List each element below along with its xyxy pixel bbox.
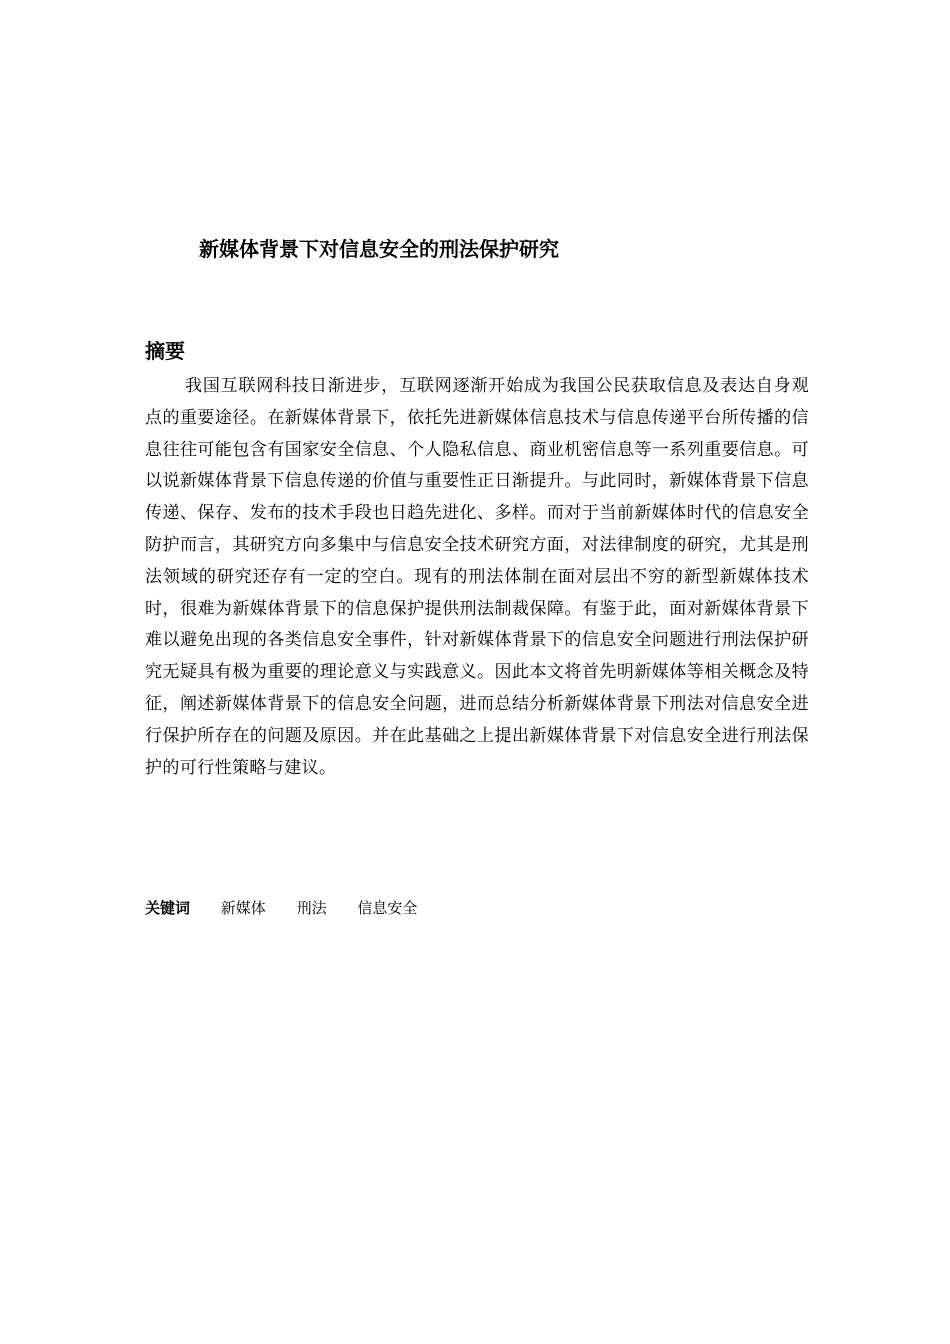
- document-title: 新媒体背景下对信息安全的刑法保护研究: [199, 237, 559, 261]
- keyword-item: 信息安全: [357, 899, 418, 917]
- keyword-item: 新媒体: [220, 899, 266, 917]
- keyword-item: 刑法: [296, 899, 327, 917]
- keywords-label: 关键词: [145, 899, 191, 917]
- abstract-heading: 摘要: [145, 339, 185, 363]
- abstract-body: 我国互联网科技日渐进步，互联网逐渐开始成为我国公民获取信息及表达自身观点的重要途径。在新媒体背景下，依托先进新媒体信息技术与信息传递平台所传播的信息往往可能包含有国家安全信息、个人隐私信息、商业机密信息等一系列重要信息。可以说新媒体背景下信息传递的价值与重要性正日渐提升。与此同时，新媒体背景下信息传递、保存、发布的技术手段也日趋先进化、多样。而对于当前新媒体时代的信息安全防护而言，其研究方向多集中与信息安全技术研究方面，对法律制度的研究，尤其是刑法领域的研究还存有一定的空白。现有的刑法体制在面对层出不穷的新型新媒体技术时，很难为新媒体背景下的信息保护提供刑法制裁保障。有鉴于此，面对新媒体背景下难以避免出现的各类信息安全事件，针对新媒体背景下的信息安全问题进行刑法保护研究无疑具有极为重要的理论意义与实践意义。因此本文将首先明新媒体等相关概念及特征，阐述新媒体背景下的信息安全问题，进而总结分析新媒体背景下刑法对信息安全进行保护所存在的问题及原因。并在此基础之上提出新媒体背景下对信息安全进行刑法保护的可行性策略与建议。: [145, 376, 809, 778]
- keywords-line: [145, 896, 417, 920]
